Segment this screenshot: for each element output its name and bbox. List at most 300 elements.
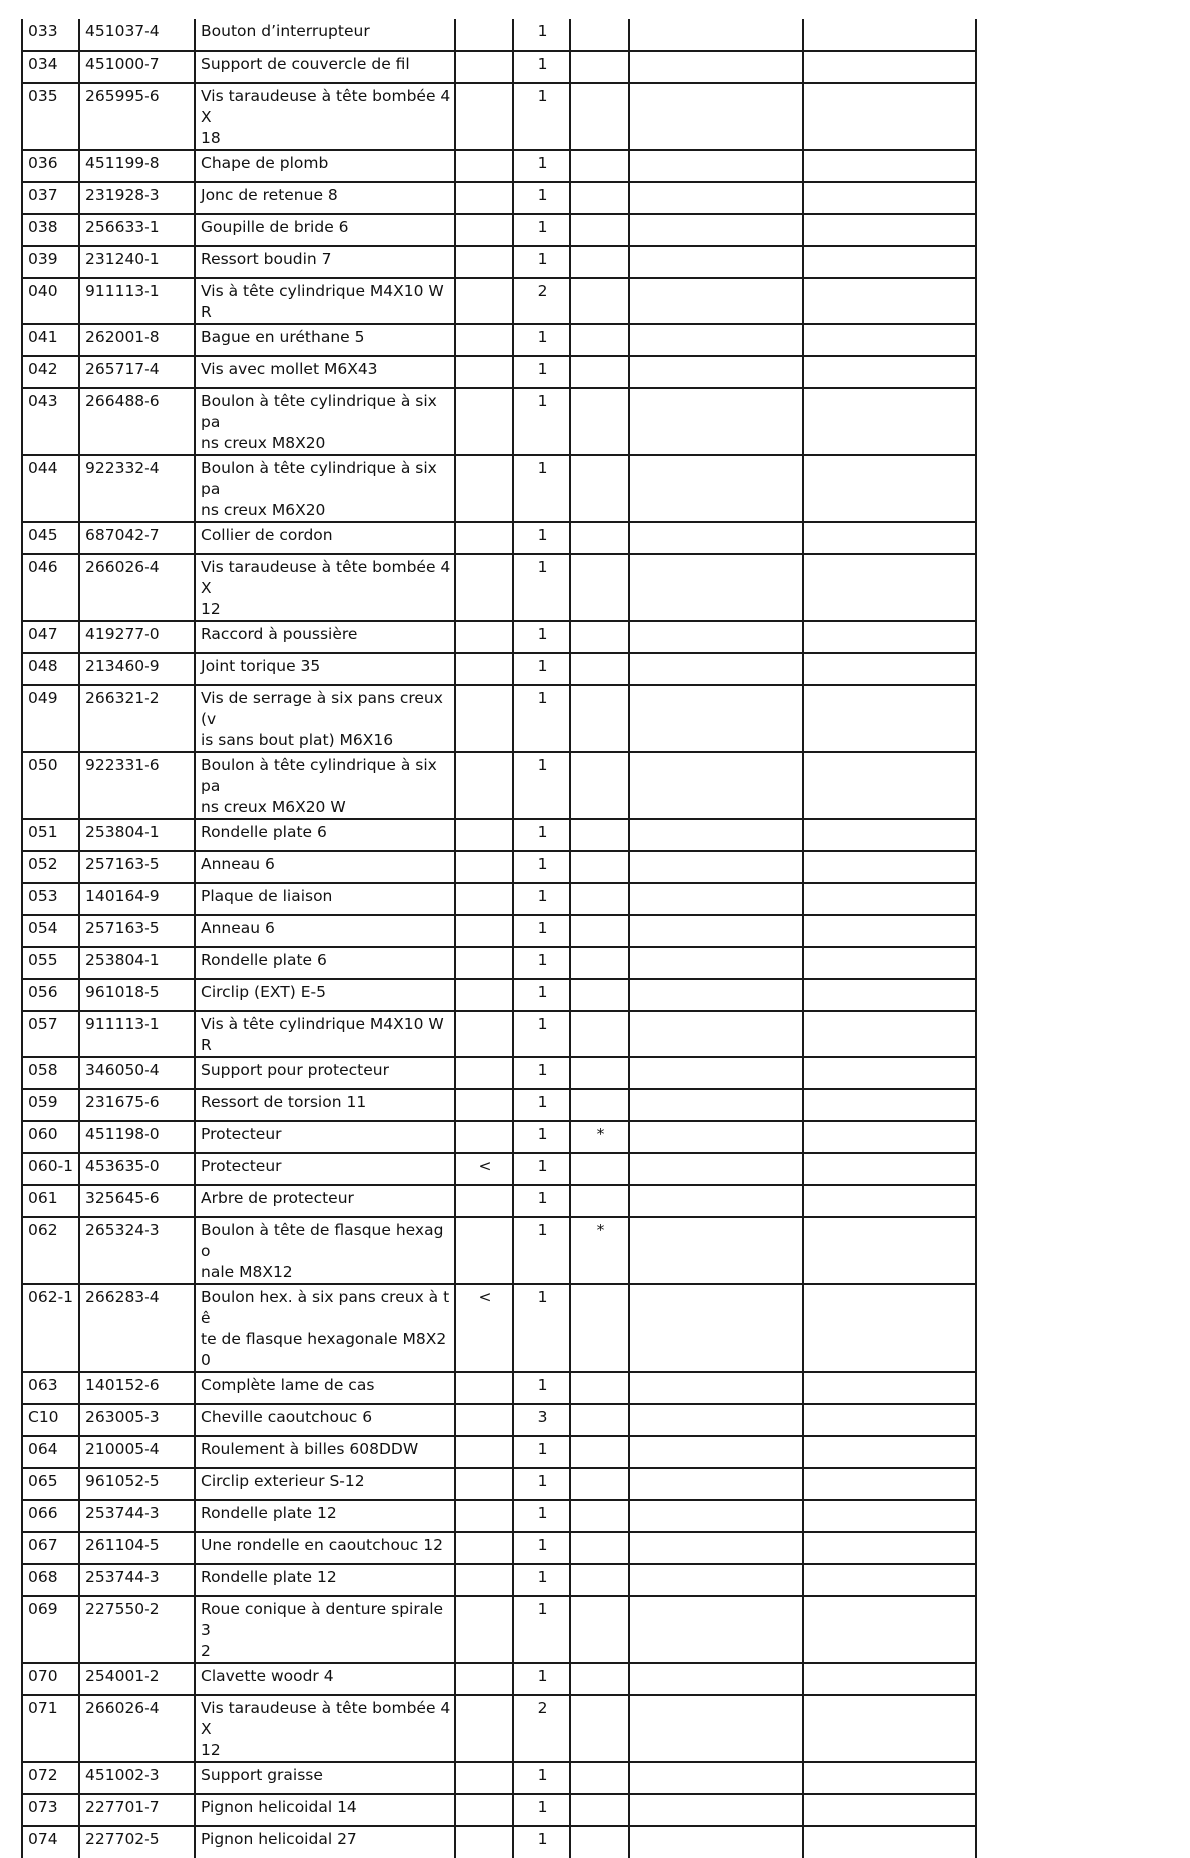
quantity-cell: 1 [513, 1011, 570, 1057]
description-cell: Arbre de protecteur [195, 1185, 455, 1217]
description-cell: Vis avec mollet M6X43 [195, 356, 455, 388]
blank-cell [803, 752, 976, 819]
blank-cell [629, 324, 803, 356]
blank-cell [803, 1011, 976, 1057]
part-number-cell: 451000-7 [79, 51, 195, 83]
description-cell: Protecteur [195, 1153, 455, 1185]
blank-cell [629, 1217, 803, 1284]
parts-table [21, 19, 977, 1858]
description-cell: Roulement à billes 608DDW [195, 1436, 455, 1468]
note-mark-cell [570, 1794, 629, 1826]
part-number-cell: 257163-5 [79, 851, 195, 883]
blank-cell [803, 685, 976, 752]
note-mark-cell [570, 947, 629, 979]
blank-cell [803, 653, 976, 685]
change-flag-cell [455, 1794, 513, 1826]
table-row [22, 83, 976, 150]
note-mark-cell [570, 1089, 629, 1121]
part-number-cell: 451199-8 [79, 150, 195, 182]
blank-cell [629, 752, 803, 819]
change-flag-cell: < [455, 1153, 513, 1185]
table-row [22, 653, 976, 685]
table-row [22, 883, 976, 915]
blank-cell [629, 685, 803, 752]
quantity-cell: 1 [513, 819, 570, 851]
blank-cell [629, 1089, 803, 1121]
description-cell: Vis à tête cylindrique M4X10 WR [195, 1011, 455, 1057]
blank-cell [803, 1564, 976, 1596]
description-cell: Clavette woodr 4 [195, 1663, 455, 1695]
description-cell: Boulon hex. à six pans creux à tê te de flasque hexagonale M8X20 [195, 1284, 455, 1372]
table-row [22, 150, 976, 182]
note-mark-cell [570, 1468, 629, 1500]
description-cell: Chape de plomb [195, 150, 455, 182]
blank-cell [803, 1185, 976, 1217]
blank-cell [629, 1436, 803, 1468]
part-number-cell: 266321-2 [79, 685, 195, 752]
table-row [22, 214, 976, 246]
blank-cell [629, 554, 803, 621]
blank-cell [803, 522, 976, 554]
blank-cell [629, 522, 803, 554]
blank-cell [629, 150, 803, 182]
note-mark-cell [570, 1372, 629, 1404]
blank-cell [803, 1153, 976, 1185]
item-number-cell: 036 [22, 150, 79, 182]
item-number-cell: 048 [22, 653, 79, 685]
blank-cell [803, 1794, 976, 1826]
item-number-cell: 052 [22, 851, 79, 883]
change-flag-cell [455, 1404, 513, 1436]
blank-cell [629, 1695, 803, 1762]
blank-cell [803, 1468, 976, 1500]
blank-cell [629, 1468, 803, 1500]
blank-cell [629, 278, 803, 324]
item-number-cell: 058 [22, 1057, 79, 1089]
blank-cell [803, 1695, 976, 1762]
note-mark-cell [570, 278, 629, 324]
quantity-cell: 1 [513, 1185, 570, 1217]
note-mark-cell [570, 752, 629, 819]
note-mark-cell [570, 1404, 629, 1436]
note-mark-cell [570, 1596, 629, 1663]
blank-cell [803, 324, 976, 356]
part-number-cell: 140164-9 [79, 883, 195, 915]
note-mark-cell [570, 883, 629, 915]
blank-cell [803, 851, 976, 883]
blank-cell [629, 19, 803, 51]
blank-cell [803, 356, 976, 388]
note-mark-cell [570, 1185, 629, 1217]
table-row [22, 1153, 976, 1185]
blank-cell [803, 1121, 976, 1153]
item-number-cell: 046 [22, 554, 79, 621]
blank-cell [629, 1564, 803, 1596]
description-cell: Goupille de bride 6 [195, 214, 455, 246]
blank-cell [629, 1663, 803, 1695]
change-flag-cell [455, 1695, 513, 1762]
description-cell: Protecteur [195, 1121, 455, 1153]
item-number-cell: 062 [22, 1217, 79, 1284]
part-number-cell: 922332-4 [79, 455, 195, 522]
blank-cell [629, 214, 803, 246]
description-cell: Rondelle plate 6 [195, 947, 455, 979]
blank-cell [803, 182, 976, 214]
part-number-cell: 231928-3 [79, 182, 195, 214]
table-row [22, 1695, 976, 1762]
change-flag-cell [455, 851, 513, 883]
change-flag-cell [455, 356, 513, 388]
change-flag-cell [455, 1468, 513, 1500]
blank-cell [803, 1089, 976, 1121]
description-cell: Support de couvercle de fil [195, 51, 455, 83]
blank-cell [629, 1121, 803, 1153]
part-number-cell: 253744-3 [79, 1500, 195, 1532]
blank-cell [803, 883, 976, 915]
description-cell: Une rondelle en caoutchouc 12 [195, 1532, 455, 1564]
note-mark-cell [570, 1663, 629, 1695]
table-row [22, 455, 976, 522]
note-mark-cell [570, 1532, 629, 1564]
table-row [22, 278, 976, 324]
note-mark-cell [570, 915, 629, 947]
change-flag-cell [455, 947, 513, 979]
quantity-cell: 1 [513, 1762, 570, 1794]
item-number-cell: 061 [22, 1185, 79, 1217]
item-number-cell: 043 [22, 388, 79, 455]
description-cell: Ressort boudin 7 [195, 246, 455, 278]
item-number-cell: 047 [22, 621, 79, 653]
blank-cell [803, 1663, 976, 1695]
note-mark-cell [570, 653, 629, 685]
item-number-cell: 034 [22, 51, 79, 83]
change-flag-cell [455, 1372, 513, 1404]
note-mark-cell [570, 19, 629, 51]
blank-cell [629, 915, 803, 947]
note-mark-cell [570, 522, 629, 554]
blank-cell [803, 388, 976, 455]
blank-cell [629, 1596, 803, 1663]
part-number-cell: 257163-5 [79, 915, 195, 947]
quantity-cell: 1 [513, 1794, 570, 1826]
note-mark-cell [570, 214, 629, 246]
note-mark-cell [570, 455, 629, 522]
item-number-cell: 060-1 [22, 1153, 79, 1185]
part-number-cell: 256633-1 [79, 214, 195, 246]
part-number-cell: 210005-4 [79, 1436, 195, 1468]
part-number-cell: 911113-1 [79, 278, 195, 324]
blank-cell [803, 1436, 976, 1468]
quantity-cell: 1 [513, 883, 570, 915]
description-cell: Rondelle plate 12 [195, 1564, 455, 1596]
blank-cell [629, 1185, 803, 1217]
change-flag-cell [455, 214, 513, 246]
item-number-cell: 060 [22, 1121, 79, 1153]
table-row [22, 1404, 976, 1436]
description-cell: Circlip exterieur S-12 [195, 1468, 455, 1500]
quantity-cell: 1 [513, 851, 570, 883]
blank-cell [629, 246, 803, 278]
item-number-cell: 069 [22, 1596, 79, 1663]
item-number-cell: 041 [22, 324, 79, 356]
change-flag-cell [455, 883, 513, 915]
description-cell: Vis de serrage à six pans creux (v is sans bout plat) M6X16 [195, 685, 455, 752]
table-row [22, 979, 976, 1011]
description-cell: Boulon à tête cylindrique à six pa ns creux M6X20 W [195, 752, 455, 819]
quantity-cell: 1 [513, 182, 570, 214]
table-row [22, 1564, 976, 1596]
blank-cell [803, 819, 976, 851]
quantity-cell: 1 [513, 324, 570, 356]
description-cell: Pignon helicoidal 14 [195, 1794, 455, 1826]
note-mark-cell [570, 1500, 629, 1532]
table-row [22, 752, 976, 819]
blank-cell [629, 621, 803, 653]
description-cell: Boulon à tête cylindrique à six pa ns creux M6X20 [195, 455, 455, 522]
change-flag-cell [455, 19, 513, 51]
change-flag-cell [455, 653, 513, 685]
note-mark-cell [570, 1695, 629, 1762]
change-flag-cell [455, 1663, 513, 1695]
part-number-cell: 253804-1 [79, 819, 195, 851]
part-number-cell: 922331-6 [79, 752, 195, 819]
part-number-cell: 266026-4 [79, 554, 195, 621]
change-flag-cell [455, 1217, 513, 1284]
note-mark-cell [570, 819, 629, 851]
change-flag-cell [455, 819, 513, 851]
blank-cell [803, 1532, 976, 1564]
item-number-cell: 059 [22, 1089, 79, 1121]
quantity-cell: 1 [513, 51, 570, 83]
blank-cell [629, 356, 803, 388]
note-mark-cell [570, 51, 629, 83]
blank-cell [629, 388, 803, 455]
blank-cell [803, 19, 976, 51]
note-mark-cell [570, 1057, 629, 1089]
blank-cell [803, 1284, 976, 1372]
note-mark-cell [570, 356, 629, 388]
description-cell: Roue conique à denture spirale 3 2 [195, 1596, 455, 1663]
change-flag-cell [455, 1500, 513, 1532]
table-row [22, 1468, 976, 1500]
blank-cell [629, 1011, 803, 1057]
quantity-cell: 1 [513, 356, 570, 388]
change-flag-cell [455, 1762, 513, 1794]
note-mark-cell [570, 246, 629, 278]
quantity-cell: 1 [513, 947, 570, 979]
item-number-cell: 045 [22, 522, 79, 554]
blank-cell [629, 51, 803, 83]
table-row [22, 356, 976, 388]
change-flag-cell [455, 182, 513, 214]
description-cell: Rondelle plate 6 [195, 819, 455, 851]
item-number-cell: 055 [22, 947, 79, 979]
quantity-cell: 2 [513, 1695, 570, 1762]
blank-cell [629, 1372, 803, 1404]
quantity-cell: 1 [513, 1564, 570, 1596]
note-mark-cell [570, 1436, 629, 1468]
item-number-cell: C10 [22, 1404, 79, 1436]
part-number-cell: 911113-1 [79, 1011, 195, 1057]
blank-cell [803, 51, 976, 83]
item-number-cell: 067 [22, 1532, 79, 1564]
item-number-cell: 042 [22, 356, 79, 388]
item-number-cell: 072 [22, 1762, 79, 1794]
table-row [22, 947, 976, 979]
quantity-cell: 1 [513, 83, 570, 150]
part-number-cell: 231240-1 [79, 246, 195, 278]
blank-cell [629, 979, 803, 1011]
table-row [22, 1436, 976, 1468]
item-number-cell: 063 [22, 1372, 79, 1404]
change-flag-cell [455, 1436, 513, 1468]
quantity-cell: 1 [513, 1372, 570, 1404]
table-row [22, 1826, 976, 1858]
blank-cell [629, 851, 803, 883]
part-number-cell: 687042-7 [79, 522, 195, 554]
description-cell: Complète lame de cas [195, 1372, 455, 1404]
change-flag-cell [455, 752, 513, 819]
part-number-cell: 419277-0 [79, 621, 195, 653]
item-number-cell: 038 [22, 214, 79, 246]
part-number-cell: 451198-0 [79, 1121, 195, 1153]
table-row [22, 1011, 976, 1057]
quantity-cell: 1 [513, 752, 570, 819]
item-number-cell: 054 [22, 915, 79, 947]
change-flag-cell [455, 621, 513, 653]
quantity-cell: 1 [513, 1500, 570, 1532]
note-mark-cell [570, 1153, 629, 1185]
part-number-cell: 254001-2 [79, 1663, 195, 1695]
description-cell: Bague en uréthane 5 [195, 324, 455, 356]
item-number-cell: 044 [22, 455, 79, 522]
change-flag-cell [455, 278, 513, 324]
blank-cell [803, 1596, 976, 1663]
table-row [22, 685, 976, 752]
table-row [22, 1089, 976, 1121]
note-mark-cell [570, 621, 629, 653]
blank-cell [803, 455, 976, 522]
quantity-cell: 1 [513, 1596, 570, 1663]
part-number-cell: 961052-5 [79, 1468, 195, 1500]
blank-cell [629, 1057, 803, 1089]
quantity-cell: 1 [513, 214, 570, 246]
table-row [22, 915, 976, 947]
blank-cell [803, 1217, 976, 1284]
part-number-cell: 453635-0 [79, 1153, 195, 1185]
table-row [22, 1284, 976, 1372]
note-mark-cell [570, 324, 629, 356]
blank-cell [629, 455, 803, 522]
blank-cell [803, 1826, 976, 1858]
table-row [22, 851, 976, 883]
blank-cell [803, 150, 976, 182]
change-flag-cell [455, 915, 513, 947]
blank-cell [803, 1762, 976, 1794]
part-number-cell: 265324-3 [79, 1217, 195, 1284]
part-number-cell: 253744-3 [79, 1564, 195, 1596]
table-row [22, 388, 976, 455]
note-mark-cell [570, 182, 629, 214]
part-number-cell: 265995-6 [79, 83, 195, 150]
table-row [22, 819, 976, 851]
table-row [22, 1532, 976, 1564]
part-number-cell: 262001-8 [79, 324, 195, 356]
table-row [22, 1500, 976, 1532]
item-number-cell: 040 [22, 278, 79, 324]
item-number-cell: 050 [22, 752, 79, 819]
quantity-cell: 1 [513, 979, 570, 1011]
blank-cell [803, 915, 976, 947]
blank-cell [803, 554, 976, 621]
change-flag-cell [455, 685, 513, 752]
description-cell: Vis taraudeuse à tête bombée 4X 12 [195, 554, 455, 621]
table-row [22, 51, 976, 83]
blank-cell [803, 947, 976, 979]
quantity-cell: 1 [513, 1663, 570, 1695]
table-row [22, 182, 976, 214]
change-flag-cell [455, 83, 513, 150]
item-number-cell: 056 [22, 979, 79, 1011]
blank-cell [629, 1826, 803, 1858]
quantity-cell: 1 [513, 1532, 570, 1564]
quantity-cell: 2 [513, 278, 570, 324]
item-number-cell: 049 [22, 685, 79, 752]
note-mark-cell [570, 1762, 629, 1794]
part-number-cell: 451002-3 [79, 1762, 195, 1794]
blank-cell [629, 1500, 803, 1532]
item-number-cell: 071 [22, 1695, 79, 1762]
note-mark-cell: * [570, 1121, 629, 1153]
blank-cell [803, 278, 976, 324]
item-number-cell: 073 [22, 1794, 79, 1826]
change-flag-cell [455, 388, 513, 455]
blank-cell [629, 883, 803, 915]
blank-cell [803, 1500, 976, 1532]
table-row [22, 621, 976, 653]
note-mark-cell [570, 1284, 629, 1372]
part-number-cell: 266488-6 [79, 388, 195, 455]
table-row [22, 1663, 976, 1695]
item-number-cell: 051 [22, 819, 79, 851]
quantity-cell: 3 [513, 1404, 570, 1436]
description-cell: Ressort de torsion 11 [195, 1089, 455, 1121]
item-number-cell: 066 [22, 1500, 79, 1532]
table-row [22, 1185, 976, 1217]
blank-cell [629, 1794, 803, 1826]
part-number-cell: 227701-7 [79, 1794, 195, 1826]
description-cell: Support graisse [195, 1762, 455, 1794]
item-number-cell: 035 [22, 83, 79, 150]
quantity-cell: 1 [513, 1121, 570, 1153]
part-number-cell: 213460-9 [79, 653, 195, 685]
change-flag-cell [455, 1826, 513, 1858]
part-number-cell: 253804-1 [79, 947, 195, 979]
quantity-cell: 1 [513, 1217, 570, 1284]
description-cell: Vis à tête cylindrique M4X10 WR [195, 278, 455, 324]
blank-cell [803, 214, 976, 246]
blank-cell [629, 653, 803, 685]
quantity-cell: 1 [513, 1057, 570, 1089]
description-cell: Anneau 6 [195, 915, 455, 947]
description-cell: Pignon helicoidal 27 [195, 1826, 455, 1858]
table-row [22, 324, 976, 356]
item-number-cell: 053 [22, 883, 79, 915]
item-number-cell: 068 [22, 1564, 79, 1596]
quantity-cell: 1 [513, 455, 570, 522]
note-mark-cell [570, 979, 629, 1011]
quantity-cell: 1 [513, 621, 570, 653]
